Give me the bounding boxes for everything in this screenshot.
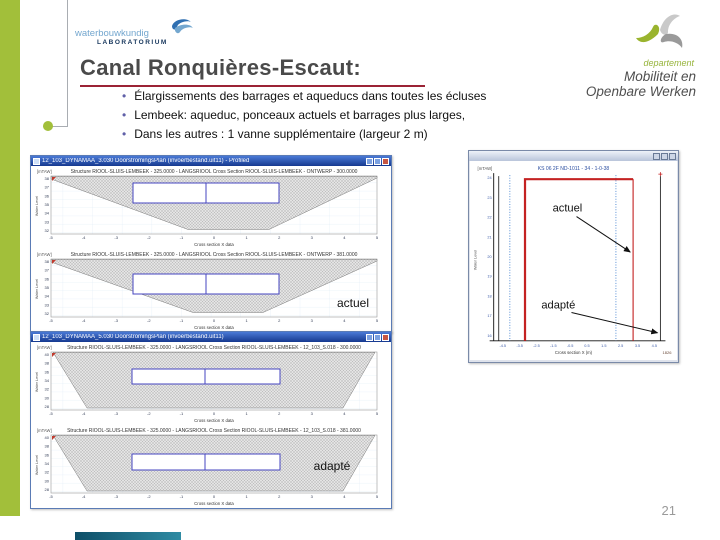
svg-text:28: 28 [44,487,49,492]
svg-text:-1: -1 [179,235,184,240]
svg-text:-2: -2 [147,411,151,416]
adapte-label: adapté [541,299,576,312]
window-body [31,166,391,332]
svg-text:-2: -2 [147,494,151,499]
svg-text:21: 21 [487,235,492,240]
svg-text:2: 2 [278,235,281,240]
bullet-text-1: Élargissements des barrages et aqueducs dans toutes les écluses [134,89,487,103]
close-button[interactable] [382,334,389,341]
window-titlebar[interactable] [31,156,391,166]
svg-text:Cross section X data: Cross section X data [194,242,234,247]
svg-text:0: 0 [212,318,216,323]
laboratorium-logo-text: LABORATORIUM [97,39,168,46]
cross-section-chart-actuel-381 [31,249,389,332]
svg-text:Structure RIOOL-SLUIS-LEMBEEK: Structure RIOOL-SLUIS-LEMBEEK - 325.0000 - LANGSRIOOL Cross Section RIOOL-SLUIS-LEMBEEK - 12_103_S.018 - 381.0000 [67,428,361,434]
bullet-text-2: Lembeek: aqueduc, ponceaux actuels et barrages plus larges, [134,108,466,122]
svg-text:38: 38 [44,259,49,264]
svg-text:-3.5: -3.5 [516,343,523,348]
svg-text:4: 4 [343,411,346,416]
svg-text:Cross section X data: Cross section X data [194,325,234,330]
svg-text:40: 40 [44,352,49,357]
svg-text:-3: -3 [114,318,118,323]
svg-text:-1: -1 [179,494,184,499]
minimize-button[interactable] [653,153,660,160]
svg-text:3: 3 [310,411,313,416]
svg-text:36: 36 [44,452,49,458]
svg-text:[mTAW]: [mTAW] [37,169,52,174]
waterbouwkundig-logo [75,20,185,54]
accent-vertical-line [67,0,68,126]
svg-text:33: 33 [44,302,49,308]
svg-text:2.5: 2.5 [617,343,624,348]
svg-text:0: 0 [212,411,216,416]
bullet-item-1 [122,89,562,103]
svg-text:5: 5 [375,411,379,416]
svg-text:[mTAW]: [mTAW] [37,252,52,257]
app-window-actuel [30,155,392,333]
svg-text:2: 2 [278,411,281,416]
cross-section-chart-adapte-300 [31,342,389,425]
aqueduct-rect [132,369,280,384]
svg-text:34: 34 [44,293,49,299]
bottom-teal-bar [75,532,181,540]
svg-text:5: 5 [375,494,379,499]
svg-text:[mTAW]: [mTAW] [477,166,493,172]
svg-text:Cross section X data: Cross section X data [194,418,234,423]
svg-text:4: 4 [343,318,346,323]
svg-text:Structure RIOOL-SLUIS-LEMBEEK: Structure RIOOL-SLUIS-LEMBEEK - 325.0000 - LANGSRIOOL Cross Section RIOOL-SLUIS-LEMBEEK - ONTWERP - 381.0000 [70,252,358,258]
bullet-item-2 [122,108,562,122]
svg-text:5: 5 [375,235,379,240]
window-app-icon [33,334,40,341]
svg-text:[mTAW]: [mTAW] [37,345,52,350]
svg-text:1826: 1826 [662,349,672,355]
minimize-button[interactable] [366,158,373,165]
svg-text:38: 38 [44,176,49,181]
bullet-list [122,89,562,141]
svg-text:17: 17 [487,314,492,319]
svg-text:1.5: 1.5 [601,343,607,348]
svg-text:Water Level: Water Level [35,278,39,300]
svg-text:34: 34 [44,461,49,466]
aqueduct-rect [132,454,280,470]
svg-text:0: 0 [212,494,216,499]
svg-text:4: 4 [343,494,346,499]
svg-text:22: 22 [487,215,492,220]
window-titlebar[interactable] [31,332,391,342]
accent-dot [43,121,53,131]
svg-text:24: 24 [487,176,492,181]
app-window-adapte [30,331,392,509]
window-titlebar[interactable] [469,151,678,161]
maximize-button[interactable] [661,153,668,160]
svg-text:Cross section X data: Cross section X data [194,501,234,506]
svg-text:2: 2 [278,318,281,323]
mow-logo [578,10,698,100]
page-title: Canal Ronquières-Escaut: [80,55,362,80]
svg-text:38: 38 [44,443,49,449]
maximize-button[interactable] [374,158,381,165]
svg-text:Water Level: Water Level [473,249,478,271]
accent-horizontal-line [52,126,68,127]
svg-text:1: 1 [245,494,248,499]
svg-text:3: 3 [310,235,313,240]
svg-text:Water Level: Water Level [35,371,39,393]
svg-text:32: 32 [44,386,49,392]
svg-text:-4: -4 [81,235,86,240]
aqueduct-rect [133,274,279,294]
svg-text:2: 2 [278,494,281,499]
svg-text:Water Level: Water Level [35,195,39,217]
close-button[interactable] [669,153,676,160]
left-accent-bar [0,0,20,516]
svg-text:KS 06 2F ND-1011 - 34 - 1-0-38: KS 06 2F ND-1011 - 34 - 1-0-38 [537,166,610,173]
svg-text:37: 37 [44,184,49,190]
cross-section-chart-adapte-381 [31,425,389,508]
svg-text:18: 18 [487,294,492,299]
svg-text:-5: -5 [49,235,53,240]
svg-text:32: 32 [44,311,49,316]
svg-text:3: 3 [310,494,313,499]
minimize-button[interactable] [366,334,373,341]
page-number: 21 [661,503,676,518]
svg-text:3: 3 [310,318,313,323]
svg-text:28: 28 [44,404,49,409]
adapte-arrow [571,313,657,333]
svg-text:1: 1 [245,411,248,416]
svg-text:4.5: 4.5 [651,343,657,348]
svg-text:Structure RIOOL-SLUIS-LEMBEEK: Structure RIOOL-SLUIS-LEMBEEK - 325.0000 - LANGSRIOOL Cross Section RIOOL-SLUIS-LEMBEEK - ONTWERP - 300.0000 [70,169,358,175]
mow-dept-text: departement [643,58,694,68]
waterbouwkundig-swirl-icon [166,16,196,38]
svg-text:Structure RIOOL-SLUIS-LEMBEEK: Structure RIOOL-SLUIS-LEMBEEK - 325.0000 - LANGSRIOOL Cross Section RIOOL-SLUIS-LEMBEEK - 12_103_S.018 - 300.0000 [67,345,361,351]
svg-text:33: 33 [44,219,49,225]
svg-text:Cross section X (m): Cross section X (m) [554,349,593,355]
window-title-text: 12_103_DYNAMAA_3.030 DoorstromingsPlan (invoerbestand.uit11) - Profiled [42,158,250,164]
actuel-label: actuel [336,296,370,310]
svg-text:-4: -4 [81,494,86,499]
svg-text:32: 32 [44,228,49,233]
svg-text:32: 32 [44,469,49,475]
svg-text:19: 19 [487,274,492,279]
svg-text:-3: -3 [114,411,118,416]
window-title-text: 12_103_DYNAMAA_5.030 DoorstromingsPlan (invoerbestand.uit11) [42,334,224,340]
svg-text:36: 36 [44,276,49,282]
svg-text:-3: -3 [114,494,118,499]
svg-text:[mTAW]: [mTAW] [37,428,52,433]
svg-text:23: 23 [487,195,492,200]
svg-text:-1.5: -1.5 [549,343,557,348]
svg-text:1: 1 [245,235,248,240]
profile-comparison-chart [470,161,677,359]
svg-text:-5: -5 [49,411,53,416]
svg-text:1: 1 [245,318,248,323]
svg-text:Water Level: Water Level [35,454,39,476]
window-app-icon [33,158,40,165]
svg-text:36: 36 [44,193,49,199]
svg-text:-0.5: -0.5 [566,343,574,348]
svg-text:-1: -1 [179,411,184,416]
svg-text:0.5: 0.5 [584,343,590,348]
svg-text:-2: -2 [147,318,151,323]
svg-text:34: 34 [44,378,49,383]
mow-pinwheel-icon [634,10,686,58]
svg-text:-4: -4 [81,318,86,323]
svg-text:30: 30 [44,478,49,484]
maximize-button[interactable] [374,334,381,341]
svg-text:36: 36 [44,369,49,375]
actuel-arrow [577,217,631,252]
svg-text:3.5: 3.5 [634,343,641,348]
window-body [31,342,391,508]
svg-text:0: 0 [212,235,216,240]
bullet-text-3: Dans les autres : 1 vanne supplémentaire (largeur 2 m) [134,127,428,141]
mow-line2-text: Openbare Werken [585,84,696,99]
actuel-label: actuel [552,202,583,215]
svg-text:-5: -5 [49,318,53,323]
svg-text:38: 38 [44,360,49,366]
svg-text:-1: -1 [179,318,184,323]
cross-section-chart-actuel-300 [31,166,389,249]
svg-text:20: 20 [487,254,492,259]
svg-text:-3: -3 [114,235,118,240]
adapte-label: adapté [313,459,351,473]
svg-text:-5: -5 [49,494,53,499]
svg-text:35: 35 [44,285,49,290]
svg-text:5: 5 [375,318,379,323]
svg-text:4: 4 [343,235,346,240]
svg-text:16: 16 [487,333,492,338]
svg-text:34: 34 [44,210,49,216]
bullet-dot-icon: • [122,127,127,141]
svg-text:37: 37 [44,267,49,273]
svg-text:-4: -4 [81,411,86,416]
svg-text:40: 40 [44,435,49,440]
svg-text:35: 35 [44,202,49,207]
aqueduct-rect [133,183,279,203]
mow-line1-text: Mobiliteit en [623,69,696,84]
bullet-dot-icon: • [122,89,127,103]
bullet-item-3 [122,127,562,141]
title-block [80,55,425,87]
bullet-dot-icon: • [122,108,127,122]
waterbouwkundig-logo-text: waterbouwkundig [75,28,149,39]
svg-text:-4.5: -4.5 [499,343,507,348]
svg-text:30: 30 [44,395,49,401]
svg-text:-2.5: -2.5 [533,343,540,348]
close-button[interactable] [382,158,389,165]
window-body [470,161,677,360]
comparison-window [468,150,679,363]
svg-text:-2: -2 [147,235,151,240]
